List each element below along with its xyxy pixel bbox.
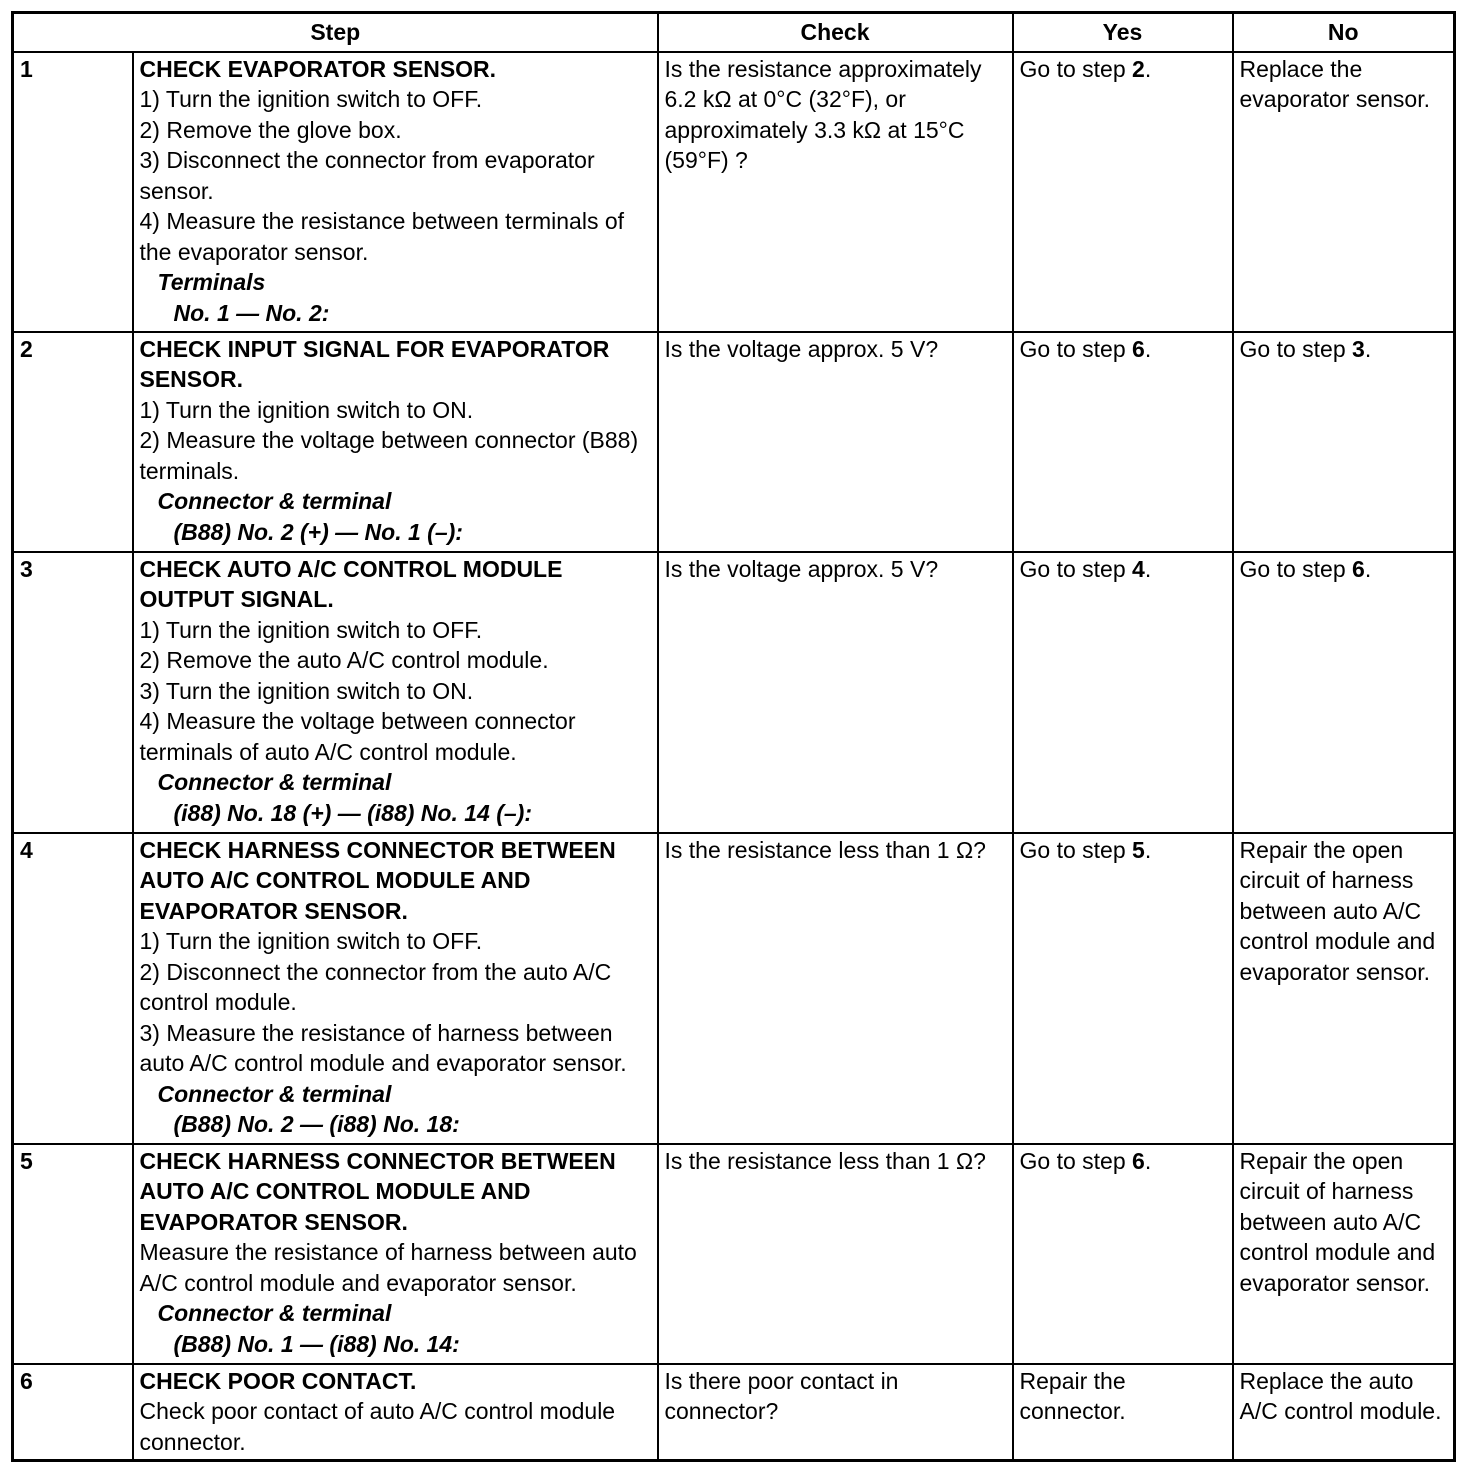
step-title: CHECK POOR CONTACT. [139,1367,417,1394]
no-cell [1233,833,1455,1144]
table-row [13,1364,1455,1461]
no-step-number: 3 [1352,335,1365,362]
step-instruction: 2) Remove the auto A/C control module. [139,647,549,673]
step-title: CHECK HARNESS CONNECTOR BETWEEN AUTO A/C CONTROL MODULE AND EVAPORATOR SENSOR. [139,836,616,924]
yes-text: Go to step [1019,335,1126,362]
no-text: Repair the open circuit of harness between auto A/C control module and evaporator sensor. [1239,1147,1436,1296]
no-cell [1233,552,1455,833]
spec-label: Terminals [157,269,266,295]
step-instruction: Check poor contact of auto A/C control module connector. [139,1398,616,1455]
check-cell: Is the voltage approx. 5 V? [658,552,1013,833]
step-cell [133,332,658,552]
yes-end: . [1144,555,1152,582]
step-instruction: 3) Measure the resistance of harness between auto A/C control module and evaporator sensor. [139,1019,627,1076]
no-text: Replace the auto A/C control module. [1239,1367,1442,1424]
spec-value: (B88) No. 2 — (i88) No. 18: [173,1111,460,1137]
yes-cell [1013,1364,1233,1461]
step-number: 5 [13,1144,133,1364]
table-row [13,332,1455,552]
table-row [13,552,1455,833]
diagnostic-sheet [11,11,1456,1462]
no-cell [1233,1144,1455,1364]
no-text: Repair the open circuit of harness between auto A/C control module and evaporator sensor. [1239,836,1436,985]
yes-text: Repair the connector. [1019,1367,1126,1424]
check-cell: Is the resistance approximately 6.2 kΩ at 0°C (32°F), or approximately 3.3 kΩ at 15°C (59°F) ? [658,52,1013,332]
yes-end: . [1144,1147,1152,1174]
step-instruction: 2) Remove the glove box. [139,116,402,143]
step-cell [133,1144,658,1364]
yes-step-number: 4 [1132,555,1145,582]
yes-cell [1013,1144,1233,1364]
no-end: . [1364,335,1372,362]
step-cell [133,552,658,833]
yes-step-number: 6 [1132,1147,1145,1174]
step-instruction: 1) Turn the ignition switch to OFF. [139,616,483,643]
yes-cell [1013,332,1233,552]
check-cell: Is there poor contact in connector? [658,1364,1013,1461]
spec-value: (B88) No. 1 — (i88) No. 14: [173,1330,460,1357]
step-title: CHECK EVAPORATOR SENSOR. [139,55,497,82]
check-cell: Is the resistance less than 1 Ω? [658,1144,1013,1364]
step-instruction: 2) Disconnect the connector from the auto A/C control module. [139,958,612,1015]
step-title: CHECK AUTO A/C CONTROL MODULE OUTPUT SIGNAL. [139,555,563,612]
step-instruction: 1) Turn the ignition switch to OFF. [139,86,483,112]
no-cell [1233,52,1455,332]
yes-cell [1013,552,1233,833]
table-row [13,52,1455,332]
step-number: 3 [13,552,133,833]
step-instruction: 3) Turn the ignition switch to ON. [139,677,474,704]
header-no: No [1233,13,1455,52]
step-instruction: 1) Turn the ignition switch to OFF. [139,928,483,954]
step-cell [133,833,658,1144]
table-row [13,833,1455,1144]
table-row [13,1144,1455,1364]
step-cell [133,1364,658,1461]
step-number: 2 [13,332,133,552]
check-cell: Is the voltage approx. 5 V? [658,332,1013,552]
diagnostic-table [11,11,1456,1462]
yes-end: . [1144,55,1152,82]
step-number: 6 [13,1364,133,1461]
step-title: CHECK HARNESS CONNECTOR BETWEEN AUTO A/C CONTROL MODULE AND EVAPORATOR SENSOR. [139,1147,616,1235]
step-instruction: 4) Measure the voltage between connector terminals of auto A/C control module. [139,708,576,765]
spec-value: (i88) No. 18 (+) — (i88) No. 14 (–): [173,799,532,826]
spec-label: Connector & terminal [157,488,392,514]
step-instruction: 4) Measure the resistance between terminals of the evaporator sensor. [139,208,625,265]
yes-text: Go to step [1019,555,1126,582]
yes-text: Go to step [1019,1147,1126,1174]
step-instruction: 2) Measure the voltage between connector (B88) terminals. [139,427,639,484]
yes-end: . [1144,836,1152,863]
yes-step-number: 2 [1132,55,1145,82]
header-row [13,13,1455,52]
no-text: Go to step [1239,555,1346,582]
yes-text: Go to step [1019,836,1126,863]
spec-label: Connector & terminal [157,1300,392,1326]
spec-value: No. 1 — No. 2: [173,299,330,326]
no-cell [1233,332,1455,552]
step-instruction: 3) Disconnect the connector from evaporator sensor. [139,147,595,204]
header-yes: Yes [1013,13,1233,52]
no-text: Go to step [1239,335,1346,362]
spec-value: (B88) No. 2 (+) — No. 1 (–): [173,518,463,545]
yes-step-number: 6 [1132,335,1145,362]
no-cell [1233,1364,1455,1461]
no-step-number: 6 [1352,555,1365,582]
yes-step-number: 5 [1132,836,1145,863]
spec-label: Connector & terminal [157,769,392,795]
yes-cell [1013,833,1233,1144]
yes-cell [1013,52,1233,332]
no-end: . [1364,555,1372,582]
no-text: Replace the evaporator sensor. [1239,55,1431,112]
header-step: Step [13,13,658,52]
check-cell: Is the resistance less than 1 Ω? [658,833,1013,1144]
step-number: 1 [13,52,133,332]
step-title: CHECK INPUT SIGNAL FOR EVAPORATOR SENSOR. [139,335,610,392]
step-number: 4 [13,833,133,1144]
step-instruction: Measure the resistance of harness between auto A/C control module and evaporator sensor. [139,1239,637,1296]
step-instruction: 1) Turn the ignition switch to ON. [139,396,474,423]
yes-text: Go to step [1019,55,1126,82]
step-cell [133,52,658,332]
header-check: Check [658,13,1013,52]
yes-end: . [1144,335,1152,362]
spec-label: Connector & terminal [157,1080,392,1107]
